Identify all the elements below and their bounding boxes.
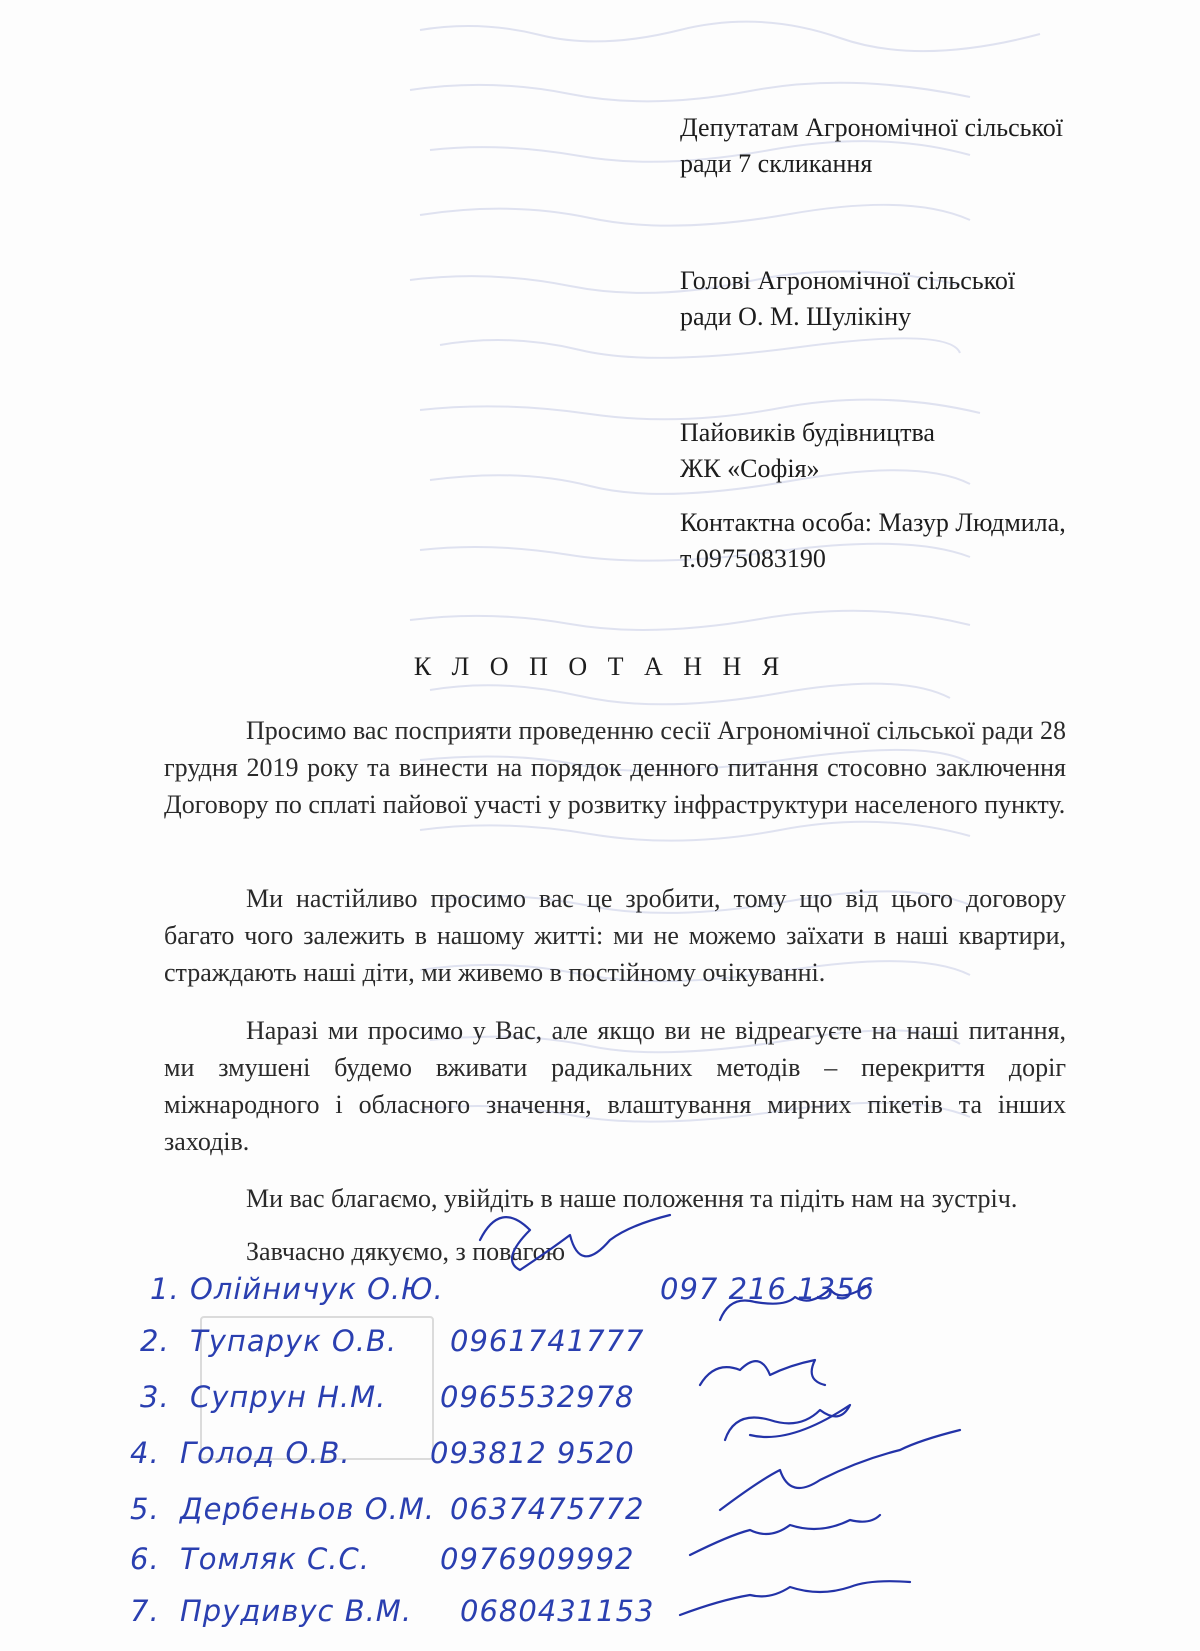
signatory-phone: 097 216 1356 <box>660 1272 875 1306</box>
sender-line: ЖК «Софія» <box>680 454 820 483</box>
signatory-phone: 0976909992 <box>440 1542 635 1576</box>
signatory-name: Дербеньов О.М. <box>180 1492 436 1526</box>
signatory-phone: 0965532978 <box>440 1380 635 1414</box>
sender-line: Пайовиків будівництва <box>680 418 935 447</box>
signatory-name: Томляк С.С. <box>180 1542 370 1576</box>
signatory-number: 7. <box>130 1594 160 1628</box>
signatory-name: Супрун Н.М. <box>190 1380 387 1414</box>
signature-mark <box>725 1405 850 1440</box>
paragraph-text: Наразі ми просимо у Вас, але якщо ви не відреагуєте на наші питання, ми змушені будемо вживати радикальних методів – перекриття доріг міжнародного і обласного значення, влаштування мирних пікетів та інших заходів. <box>164 1016 1066 1156</box>
document-title: К Л О П О Т А Н Н Я <box>413 652 787 681</box>
recipient-line: Голові Агрономічної сільської <box>680 266 1016 295</box>
paragraph-text: Ми вас благаємо, увійдіть в наше положення та підіть нам на зустріч. <box>246 1184 1018 1213</box>
signature-mark <box>680 1581 910 1615</box>
paragraph-text: Завчасно дякуємо, з повагою <box>246 1237 566 1266</box>
signatory-name: Голод О.В. <box>180 1436 351 1470</box>
contact-line: Контактна особа: Мазур Людмила, <box>680 508 1066 537</box>
signatory-number: 4. <box>130 1436 160 1470</box>
signature-mark <box>480 1215 670 1270</box>
signatory-number: 1. <box>150 1272 180 1306</box>
recipient-line: ради О. М. Шулікіну <box>680 302 912 331</box>
signatory-name: Тупарук О.В. <box>190 1324 398 1358</box>
signatory-name: Олійничук О.Ю. <box>190 1272 444 1306</box>
paragraph-text: Просимо вас посприяти проведенню сесії Агрономічної сільської ради 28 грудня 2019 року та винести на порядок денного питання стосовно заключення Договору по сплаті пайової участі у розвитку інфраструктури населеного пункту. <box>164 716 1066 819</box>
signature-mark <box>720 1284 870 1320</box>
signature-mark <box>720 1430 960 1510</box>
signatory-number: 6. <box>130 1542 160 1576</box>
signatory-phone: 0961741777 <box>450 1324 645 1358</box>
signatory-phone: 093812 9520 <box>430 1436 635 1470</box>
signature-mark <box>690 1515 880 1555</box>
signatory-name: Прудивус В.М. <box>180 1594 413 1628</box>
signatory-phone: 0637475772 <box>450 1492 645 1526</box>
signatory-number: 5. <box>130 1492 160 1526</box>
paragraph-text: Ми настійливо просимо вас це зробити, тому що від цього договору багато чого залежить в нашому житті: ми не можемо заїхати в наші квартири, страждають наші діти, ми живемо в постійному очікуванні. <box>164 884 1066 987</box>
signatory-number: 3. <box>140 1380 170 1414</box>
signatory-number: 2. <box>140 1324 170 1358</box>
signature-mark <box>700 1360 825 1385</box>
recipient-line: ради 7 скликання <box>680 149 873 178</box>
signatory-phone: 0680431153 <box>460 1594 655 1628</box>
contact-line: т.0975083190 <box>680 544 826 573</box>
recipient-line: Депутатам Агрономічної сільської <box>680 113 1064 142</box>
